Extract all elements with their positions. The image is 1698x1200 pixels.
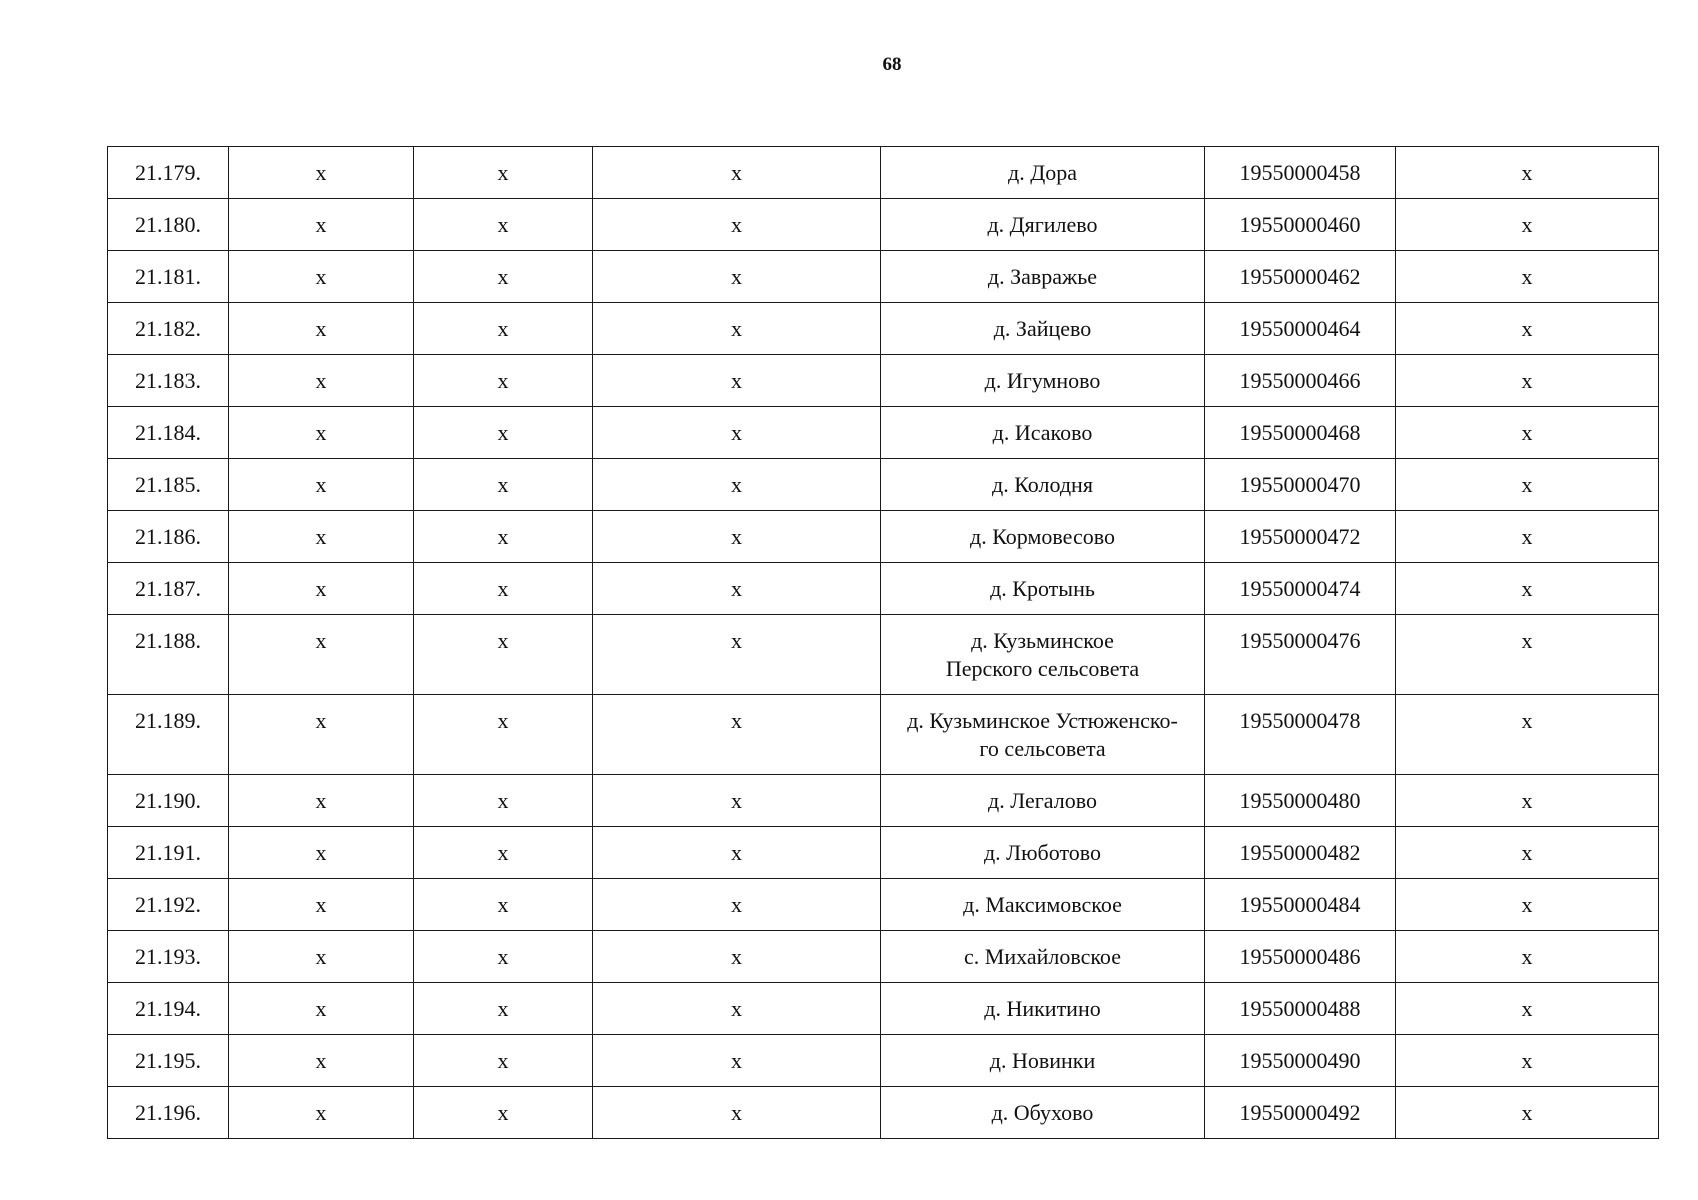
row-number-cell: 21.195. bbox=[108, 1035, 229, 1087]
table-row bbox=[108, 615, 1659, 695]
table-row bbox=[108, 775, 1659, 827]
column-2-cell: x bbox=[229, 983, 414, 1035]
column-3-cell: x bbox=[414, 931, 593, 983]
row-number-cell: 21.190. bbox=[108, 775, 229, 827]
column-4-cell: x bbox=[593, 355, 881, 407]
column-2-cell: x bbox=[229, 407, 414, 459]
column-4-cell: x bbox=[593, 983, 881, 1035]
row-number-cell: 21.189. bbox=[108, 695, 229, 775]
table-row bbox=[108, 251, 1659, 303]
column-4-cell: x bbox=[593, 615, 881, 695]
column-4-cell: x bbox=[593, 695, 881, 775]
table-row bbox=[108, 303, 1659, 355]
column-2-cell: x bbox=[229, 251, 414, 303]
column-4-cell: x bbox=[593, 511, 881, 563]
column-2-cell: x bbox=[229, 695, 414, 775]
column-7-cell: x bbox=[1396, 615, 1659, 695]
column-3-cell: x bbox=[414, 879, 593, 931]
column-3-cell: x bbox=[414, 827, 593, 879]
column-7-cell: x bbox=[1396, 251, 1659, 303]
column-4-cell: x bbox=[593, 303, 881, 355]
row-number-cell: 21.182. bbox=[108, 303, 229, 355]
column-2-cell: x bbox=[229, 303, 414, 355]
column-7-cell: x bbox=[1396, 827, 1659, 879]
column-4-cell: x bbox=[593, 879, 881, 931]
column-2-cell: x bbox=[229, 775, 414, 827]
table-row bbox=[108, 1087, 1659, 1139]
settlement-name-cell: д. Завражье bbox=[881, 251, 1205, 303]
settlement-name-cell: д. Максимовское bbox=[881, 879, 1205, 931]
column-3-cell: x bbox=[414, 775, 593, 827]
column-2-cell: x bbox=[229, 563, 414, 615]
column-7-cell: x bbox=[1396, 407, 1659, 459]
oktmo-code-cell: 19550000488 bbox=[1205, 983, 1396, 1035]
column-3-cell: x bbox=[414, 199, 593, 251]
settlement-name-cell: д. Никитино bbox=[881, 983, 1205, 1035]
table-row bbox=[108, 931, 1659, 983]
settlement-name-cell: д. Кротынь bbox=[881, 563, 1205, 615]
settlements-table bbox=[107, 146, 1659, 1139]
settlement-name-cell: д. Обухово bbox=[881, 1087, 1205, 1139]
table-row bbox=[108, 459, 1659, 511]
settlement-name-line-1: д. Кузьминское Устюженско- bbox=[907, 708, 1178, 733]
settlement-name-cell: д. Люботово bbox=[881, 827, 1205, 879]
column-2-cell: x bbox=[229, 827, 414, 879]
row-number-cell: 21.187. bbox=[108, 563, 229, 615]
column-7-cell: x bbox=[1396, 983, 1659, 1035]
column-4-cell: x bbox=[593, 1087, 881, 1139]
oktmo-code-cell: 19550000476 bbox=[1205, 615, 1396, 695]
settlement-name-cell: д. Колодня bbox=[881, 459, 1205, 511]
oktmo-code-cell: 19550000460 bbox=[1205, 199, 1396, 251]
settlement-name-cell: д. Легалово bbox=[881, 775, 1205, 827]
column-3-cell: x bbox=[414, 1087, 593, 1139]
oktmo-code-cell: 19550000480 bbox=[1205, 775, 1396, 827]
row-number-cell: 21.186. bbox=[108, 511, 229, 563]
oktmo-code-cell: 19550000466 bbox=[1205, 355, 1396, 407]
table-row bbox=[108, 355, 1659, 407]
column-3-cell: x bbox=[414, 147, 593, 199]
oktmo-code-cell: 19550000484 bbox=[1205, 879, 1396, 931]
table-row bbox=[108, 695, 1659, 775]
column-7-cell: x bbox=[1396, 695, 1659, 775]
settlement-name-cell: д. Исаково bbox=[881, 407, 1205, 459]
column-7-cell: x bbox=[1396, 459, 1659, 511]
oktmo-code-cell: 19550000458 bbox=[1205, 147, 1396, 199]
column-2-cell: x bbox=[229, 459, 414, 511]
settlement-name-cell: д. Новинки bbox=[881, 1035, 1205, 1087]
column-3-cell: x bbox=[414, 983, 593, 1035]
oktmo-code-cell: 19550000486 bbox=[1205, 931, 1396, 983]
row-number-cell: 21.193. bbox=[108, 931, 229, 983]
column-3-cell: x bbox=[414, 615, 593, 695]
column-4-cell: x bbox=[593, 459, 881, 511]
row-number-cell: 21.192. bbox=[108, 879, 229, 931]
settlement-name-line-1: д. Кузьминское bbox=[971, 628, 1114, 653]
row-number-cell: 21.194. bbox=[108, 983, 229, 1035]
column-7-cell: x bbox=[1396, 775, 1659, 827]
column-4-cell: x bbox=[593, 931, 881, 983]
oktmo-code-cell: 19550000468 bbox=[1205, 407, 1396, 459]
row-number-cell: 21.196. bbox=[108, 1087, 229, 1139]
table-row bbox=[108, 827, 1659, 879]
column-3-cell: x bbox=[414, 511, 593, 563]
column-7-cell: x bbox=[1396, 1035, 1659, 1087]
settlement-name-cell: д. Дягилево bbox=[881, 199, 1205, 251]
settlement-name-cell: с. Михайловское bbox=[881, 931, 1205, 983]
column-3-cell: x bbox=[414, 563, 593, 615]
column-4-cell: x bbox=[593, 827, 881, 879]
oktmo-code-cell: 19550000470 bbox=[1205, 459, 1396, 511]
row-number-cell: 21.183. bbox=[108, 355, 229, 407]
column-3-cell: x bbox=[414, 251, 593, 303]
column-2-cell: x bbox=[229, 355, 414, 407]
table-row bbox=[108, 1035, 1659, 1087]
column-7-cell: x bbox=[1396, 1087, 1659, 1139]
oktmo-code-cell: 19550000492 bbox=[1205, 1087, 1396, 1139]
column-2-cell: x bbox=[229, 147, 414, 199]
column-4-cell: x bbox=[593, 1035, 881, 1087]
row-number-cell: 21.179. bbox=[108, 147, 229, 199]
table-row bbox=[108, 147, 1659, 199]
row-number-cell: 21.188. bbox=[108, 615, 229, 695]
row-number-cell: 21.180. bbox=[108, 199, 229, 251]
row-number-cell: 21.181. bbox=[108, 251, 229, 303]
column-4-cell: x bbox=[593, 407, 881, 459]
column-3-cell: x bbox=[414, 1035, 593, 1087]
settlement-name-line-2: го сельсовета bbox=[979, 736, 1106, 761]
column-4-cell: x bbox=[593, 199, 881, 251]
oktmo-code-cell: 19550000464 bbox=[1205, 303, 1396, 355]
settlement-name-cell: д. Дора bbox=[881, 147, 1205, 199]
column-7-cell: x bbox=[1396, 355, 1659, 407]
column-3-cell: x bbox=[414, 303, 593, 355]
settlement-name-cell bbox=[881, 695, 1205, 775]
column-2-cell: x bbox=[229, 199, 414, 251]
column-4-cell: x bbox=[593, 251, 881, 303]
oktmo-code-cell: 19550000472 bbox=[1205, 511, 1396, 563]
oktmo-code-cell: 19550000490 bbox=[1205, 1035, 1396, 1087]
table-row bbox=[108, 199, 1659, 251]
column-2-cell: x bbox=[229, 615, 414, 695]
column-2-cell: x bbox=[229, 879, 414, 931]
column-2-cell: x bbox=[229, 1035, 414, 1087]
column-2-cell: x bbox=[229, 931, 414, 983]
oktmo-code-cell: 19550000482 bbox=[1205, 827, 1396, 879]
settlement-name-cell bbox=[881, 615, 1205, 695]
column-7-cell: x bbox=[1396, 511, 1659, 563]
column-3-cell: x bbox=[414, 407, 593, 459]
table-row bbox=[108, 983, 1659, 1035]
column-7-cell: x bbox=[1396, 147, 1659, 199]
page-number: 68 bbox=[882, 54, 902, 75]
column-2-cell: x bbox=[229, 1087, 414, 1139]
oktmo-code-cell: 19550000474 bbox=[1205, 563, 1396, 615]
table-row bbox=[108, 563, 1659, 615]
column-7-cell: x bbox=[1396, 563, 1659, 615]
column-3-cell: x bbox=[414, 355, 593, 407]
column-2-cell: x bbox=[229, 511, 414, 563]
row-number-cell: 21.185. bbox=[108, 459, 229, 511]
table-row bbox=[108, 407, 1659, 459]
row-number-cell: 21.184. bbox=[108, 407, 229, 459]
oktmo-code-cell: 19550000462 bbox=[1205, 251, 1396, 303]
settlement-name-line-2: Перского сельсовета bbox=[945, 656, 1140, 681]
table-row bbox=[108, 511, 1659, 563]
column-7-cell: x bbox=[1396, 931, 1659, 983]
column-7-cell: x bbox=[1396, 879, 1659, 931]
column-3-cell: x bbox=[414, 459, 593, 511]
column-4-cell: x bbox=[593, 563, 881, 615]
table-body bbox=[108, 147, 1659, 1139]
settlement-name-cell: д. Зайцево bbox=[881, 303, 1205, 355]
table-row bbox=[108, 879, 1659, 931]
column-3-cell: x bbox=[414, 695, 593, 775]
column-7-cell: x bbox=[1396, 199, 1659, 251]
column-4-cell: x bbox=[593, 775, 881, 827]
settlement-name-cell: д. Игумново bbox=[881, 355, 1205, 407]
oktmo-code-cell: 19550000478 bbox=[1205, 695, 1396, 775]
column-4-cell: x bbox=[593, 147, 881, 199]
settlement-name-cell: д. Кормовесово bbox=[881, 511, 1205, 563]
column-7-cell: x bbox=[1396, 303, 1659, 355]
row-number-cell: 21.191. bbox=[108, 827, 229, 879]
